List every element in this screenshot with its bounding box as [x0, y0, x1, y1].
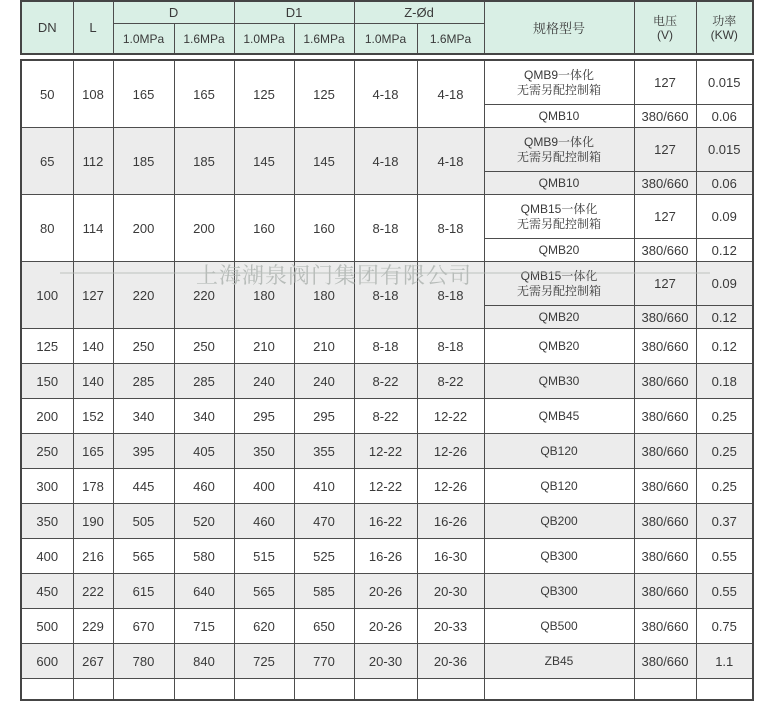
cell-power: 0.12 — [696, 329, 753, 364]
header-d-1-0mpa: 1.0MPa — [113, 24, 174, 55]
spec-model-line: QMB20 — [538, 242, 580, 257]
spec-model-line: QMB15一体化 — [520, 268, 598, 283]
cell-d1-1-0: 400 — [234, 469, 294, 504]
cell-d1-1-0: 240 — [234, 364, 294, 399]
cell-d-1-6: 715 — [174, 609, 234, 644]
header-power-unit: (KW) — [710, 27, 738, 42]
cell-voltage: 380/660 — [634, 469, 696, 504]
spec-model-line: ZB45 — [544, 653, 574, 668]
header-d-1-6mpa: 1.6MPa — [174, 24, 234, 55]
cell-spec-model — [484, 262, 634, 306]
table-row — [21, 539, 753, 574]
cell-d1-1-0: 125 — [234, 60, 294, 128]
cell-dn: 500 — [21, 609, 73, 644]
cell-z-1-6: 8-18 — [417, 195, 484, 262]
cell-power: 0.09 — [696, 195, 753, 239]
cell-d-1-6: 640 — [174, 574, 234, 609]
cell-l: 108 — [73, 60, 113, 128]
spec-table-header — [20, 0, 754, 55]
cell-z-1-0: 20-26 — [354, 609, 417, 644]
cell-d-1-0: 780 — [113, 644, 174, 679]
cell-l: 152 — [73, 399, 113, 434]
cell-d-1-0: 615 — [113, 574, 174, 609]
cell-d-1-0: 250 — [113, 329, 174, 364]
cell-power: 0.75 — [696, 609, 753, 644]
cell-voltage: 380/660 — [634, 306, 696, 329]
cell-d1-1-0: 565 — [234, 574, 294, 609]
spec-model-line: 无需另配控制箱 — [516, 283, 601, 298]
cell-power: 0.25 — [696, 434, 753, 469]
cell-d1-1-6: 650 — [294, 609, 354, 644]
cell-l: 165 — [73, 434, 113, 469]
cell-spec-model — [484, 172, 634, 195]
cell-voltage: 127 — [634, 195, 696, 239]
cell-voltage: 380/660 — [634, 364, 696, 399]
cell-d-1-0: 185 — [113, 128, 174, 195]
header-d1-1-0mpa: 1.0MPa — [234, 24, 294, 55]
cell-z-1-6: 20-36 — [417, 644, 484, 679]
cell-voltage: 380/660 — [634, 434, 696, 469]
cell-d-1-6: 250 — [174, 329, 234, 364]
cell-d1-1-6: 180 — [294, 262, 354, 329]
cell-d1-1-6: 240 — [294, 364, 354, 399]
cell-d1-1-0: 145 — [234, 128, 294, 195]
cell-d-1-0: 220 — [113, 262, 174, 329]
header-voltage — [634, 1, 696, 54]
table-row — [21, 574, 753, 609]
table-row — [21, 364, 753, 399]
cell-dn: 450 — [21, 574, 73, 609]
cell-dn: 350 — [21, 504, 73, 539]
cell-z-1-6: 12-26 — [417, 434, 484, 469]
cell-z-1-6: 20-33 — [417, 609, 484, 644]
cell-power: 0.25 — [696, 399, 753, 434]
cell-power: 0.55 — [696, 539, 753, 574]
cell-voltage: 380/660 — [634, 644, 696, 679]
cell-voltage: 380/660 — [634, 105, 696, 128]
cell-power: 0.015 — [696, 128, 753, 172]
cell-voltage: 380/660 — [634, 609, 696, 644]
header-z-1-0mpa: 1.0MPa — [354, 24, 417, 55]
spec-model-line: QMB10 — [538, 108, 580, 123]
cell-voltage: 127 — [634, 128, 696, 172]
table-row — [21, 434, 753, 469]
cell-d1-1-6: 770 — [294, 644, 354, 679]
cell-power: 0.09 — [696, 262, 753, 306]
spec-model-line: 无需另配控制箱 — [516, 216, 601, 231]
header-d1: D1 — [234, 1, 354, 24]
spec-model-line: 无需另配控制箱 — [516, 149, 601, 164]
cell-z-1-6: 16-26 — [417, 504, 484, 539]
cell-power: 0.37 — [696, 504, 753, 539]
cell-z-1-6: 16-30 — [417, 539, 484, 574]
cell-d1-1-6: 525 — [294, 539, 354, 574]
cell-d-1-6: 220 — [174, 262, 234, 329]
cell-d1-1-6: 210 — [294, 329, 354, 364]
header-spec-model: 规格型号 — [484, 1, 634, 54]
spec-model-line: QMB9一体化 — [523, 67, 594, 82]
spec-model-line: QMB10 — [538, 175, 580, 190]
spec-model-line: QMB20 — [538, 338, 580, 353]
cell-z-1-0: 8-18 — [354, 262, 417, 329]
cell-z-1-0: 16-22 — [354, 504, 417, 539]
cell-l: 229 — [73, 609, 113, 644]
cell-l: 140 — [73, 364, 113, 399]
cell-power: 1.1 — [696, 644, 753, 679]
cell-d-1-0: 565 — [113, 539, 174, 574]
cell-z-1-6: 8-18 — [417, 262, 484, 329]
table-row — [21, 195, 753, 239]
cell-d1-1-6: 125 — [294, 60, 354, 128]
spec-model-line: QMB9一体化 — [523, 134, 594, 149]
cell-voltage: 127 — [634, 262, 696, 306]
spec-model-line: QMB20 — [538, 309, 580, 324]
cell-dn: 150 — [21, 364, 73, 399]
cell-z-1-0: 8-18 — [354, 195, 417, 262]
cell-spec-model — [484, 105, 634, 128]
header-voltage-label: 电压 — [653, 13, 678, 28]
cell-dn: 50 — [21, 60, 73, 128]
cell-d1-1-6: 585 — [294, 574, 354, 609]
cell-l: 127 — [73, 262, 113, 329]
cell-dn: 65 — [21, 128, 73, 195]
table-row — [21, 60, 753, 105]
cell-z-1-0: 8-22 — [354, 364, 417, 399]
cell-z-1-6: 8-18 — [417, 329, 484, 364]
header-dn: DN — [21, 1, 73, 54]
cell-spec-model — [484, 644, 634, 679]
cell-d-1-6: 580 — [174, 539, 234, 574]
cell-voltage: 127 — [634, 60, 696, 105]
cell-d-1-0: 505 — [113, 504, 174, 539]
cell-z-1-0: 20-30 — [354, 644, 417, 679]
cell-l: 267 — [73, 644, 113, 679]
cell-spec-model — [484, 574, 634, 609]
spec-model-line: QB120 — [540, 443, 578, 458]
cell-dn: 200 — [21, 399, 73, 434]
cell-d-1-6: 165 — [174, 60, 234, 128]
cell-power: 0.18 — [696, 364, 753, 399]
cell-z-1-6: 8-22 — [417, 364, 484, 399]
cell-l: 140 — [73, 329, 113, 364]
cell-dn: 400 — [21, 539, 73, 574]
cell-d1-1-6: 145 — [294, 128, 354, 195]
cell-power: 0.06 — [696, 172, 753, 195]
spec-model-line: QMB45 — [538, 408, 580, 423]
header-z-1-6mpa: 1.6MPa — [417, 24, 484, 55]
watermark: 上海湖泉阀门集团有限公司 — [196, 259, 472, 290]
cell-dn: 125 — [21, 329, 73, 364]
cell-dn: 100 — [21, 262, 73, 329]
cell-l: 222 — [73, 574, 113, 609]
header-voltage-unit: (V) — [657, 27, 674, 42]
cell-spec-model — [484, 609, 634, 644]
cell-power: 0.12 — [696, 239, 753, 262]
header-power-label: 功率 — [712, 13, 737, 28]
cell-l: 216 — [73, 539, 113, 574]
spec-model-line: QMB15一体化 — [520, 201, 598, 216]
cell-power: 0.25 — [696, 469, 753, 504]
cell-voltage: 380/660 — [634, 539, 696, 574]
cell-d-1-0: 285 — [113, 364, 174, 399]
spec-model-line: QB300 — [540, 548, 578, 563]
cell-d1-1-0: 210 — [234, 329, 294, 364]
cell-d1-1-6: 470 — [294, 504, 354, 539]
cell-spec-model — [484, 60, 634, 105]
cell-d1-1-6: 355 — [294, 434, 354, 469]
spec-model-line: QB120 — [540, 478, 578, 493]
cell-spec-model — [484, 539, 634, 574]
cell-d1-1-0: 295 — [234, 399, 294, 434]
cell-z-1-0: 4-18 — [354, 128, 417, 195]
cell-d1-1-0: 460 — [234, 504, 294, 539]
cell-d-1-0: 395 — [113, 434, 174, 469]
cell-voltage: 380/660 — [634, 574, 696, 609]
cell-l: 178 — [73, 469, 113, 504]
cell-l: 190 — [73, 504, 113, 539]
cell-spec-model — [484, 364, 634, 399]
cell-spec-model — [484, 469, 634, 504]
cell-d1-1-0: 350 — [234, 434, 294, 469]
cell-z-1-0: 4-18 — [354, 60, 417, 128]
cell-d-1-0: 165 — [113, 60, 174, 128]
cell-power: 0.06 — [696, 105, 753, 128]
cell-d1-1-0: 180 — [234, 262, 294, 329]
spec-model-line: QMB30 — [538, 373, 580, 388]
header-d: D — [113, 1, 234, 24]
cell-dn: 80 — [21, 195, 73, 262]
cell-d-1-0: 445 — [113, 469, 174, 504]
table-row — [21, 399, 753, 434]
header-power — [696, 1, 753, 54]
table-row — [21, 329, 753, 364]
cell-power: 0.12 — [696, 306, 753, 329]
cell-d1-1-0: 620 — [234, 609, 294, 644]
cell-l: 114 — [73, 195, 113, 262]
cell-z-1-6: 12-26 — [417, 469, 484, 504]
cell-z-1-6: 4-18 — [417, 128, 484, 195]
cell-z-1-0: 16-26 — [354, 539, 417, 574]
cell-d-1-6: 405 — [174, 434, 234, 469]
cell-d-1-6: 285 — [174, 364, 234, 399]
cell-spec-model — [484, 128, 634, 172]
cell-voltage: 380/660 — [634, 504, 696, 539]
table-row — [21, 469, 753, 504]
cell-z-1-0: 12-22 — [354, 434, 417, 469]
cell-voltage: 380/660 — [634, 329, 696, 364]
spec-model-line: 无需另配控制箱 — [516, 82, 601, 97]
spec-model-line: QB500 — [540, 618, 578, 633]
cell-dn: 300 — [21, 469, 73, 504]
cell-d1-1-6: 160 — [294, 195, 354, 262]
cell-voltage: 380/660 — [634, 172, 696, 195]
cell-z-1-0: 20-26 — [354, 574, 417, 609]
cell-spec-model — [484, 434, 634, 469]
cell-voltage: 380/660 — [634, 239, 696, 262]
cell-d1-1-0: 160 — [234, 195, 294, 262]
cell-spec-model — [484, 306, 634, 329]
spec-table-body — [20, 59, 754, 701]
cell-dn: 250 — [21, 434, 73, 469]
cell-l: 112 — [73, 128, 113, 195]
cell-z-1-6: 20-30 — [417, 574, 484, 609]
table-row — [21, 644, 753, 679]
table-row — [21, 128, 753, 172]
cell-d1-1-0: 515 — [234, 539, 294, 574]
cell-z-1-6: 4-18 — [417, 60, 484, 128]
cell-spec-model — [484, 329, 634, 364]
cell-z-1-6: 12-22 — [417, 399, 484, 434]
header-d1-1-6mpa: 1.6MPa — [294, 24, 354, 55]
cell-z-1-0: 8-22 — [354, 399, 417, 434]
header-l: L — [73, 1, 113, 54]
cell-voltage: 380/660 — [634, 399, 696, 434]
table-row — [21, 504, 753, 539]
spec-table — [20, 0, 753, 701]
cell-d-1-6: 185 — [174, 128, 234, 195]
cell-d1-1-6: 410 — [294, 469, 354, 504]
table-row — [21, 262, 753, 306]
cell-d-1-6: 520 — [174, 504, 234, 539]
cell-d1-1-0: 725 — [234, 644, 294, 679]
cell-dn: 600 — [21, 644, 73, 679]
cell-d-1-0: 670 — [113, 609, 174, 644]
header-z-od: Z-Ød — [354, 1, 484, 24]
cell-spec-model — [484, 195, 634, 239]
cell-power: 0.015 — [696, 60, 753, 105]
cell-d-1-0: 340 — [113, 399, 174, 434]
table-row — [21, 609, 753, 644]
cell-z-1-0: 12-22 — [354, 469, 417, 504]
cell-d-1-6: 340 — [174, 399, 234, 434]
cell-z-1-0: 8-18 — [354, 329, 417, 364]
cell-d-1-6: 460 — [174, 469, 234, 504]
cell-d-1-6: 200 — [174, 195, 234, 262]
cell-d-1-6: 840 — [174, 644, 234, 679]
cell-spec-model — [484, 239, 634, 262]
cell-spec-model — [484, 399, 634, 434]
cell-d-1-0: 200 — [113, 195, 174, 262]
spec-model-line: QB300 — [540, 583, 578, 598]
cell-power: 0.55 — [696, 574, 753, 609]
spec-model-line: QB200 — [540, 513, 578, 528]
cell-d1-1-6: 295 — [294, 399, 354, 434]
cell-spec-model — [484, 504, 634, 539]
